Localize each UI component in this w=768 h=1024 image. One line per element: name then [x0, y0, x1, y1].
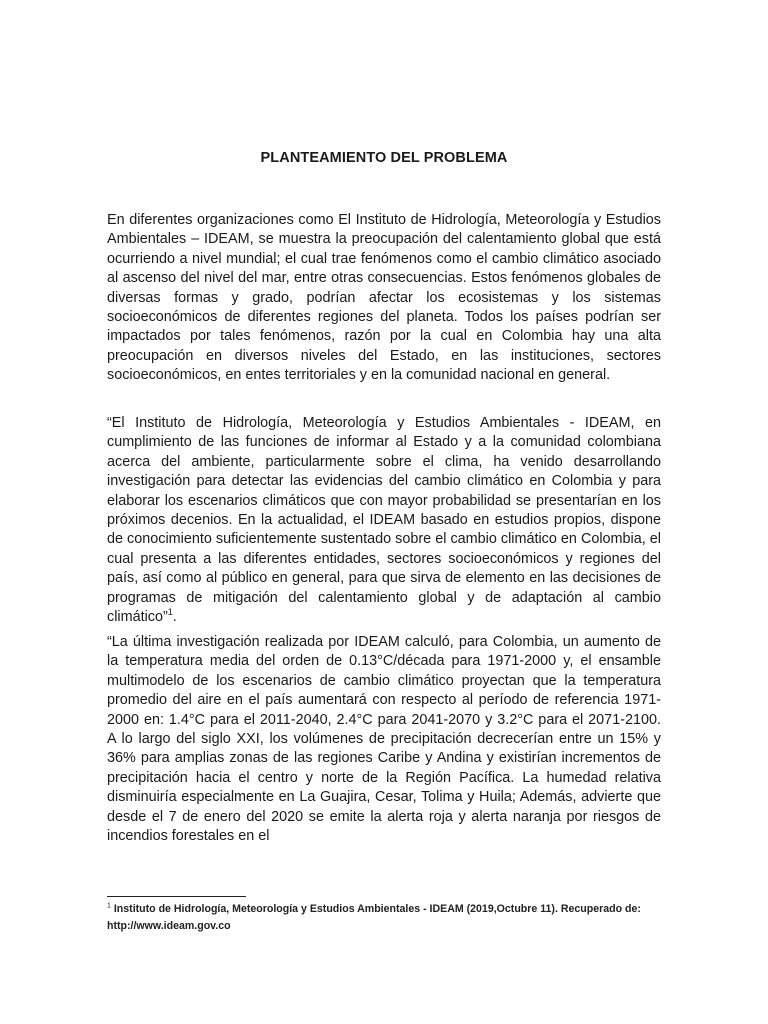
page-title: PLANTEAMIENTO DEL PROBLEMA: [260, 150, 508, 166]
footnote-reference: 1: [167, 607, 173, 618]
paragraph-intro: En diferentes organizaciones como El Instituto de Hidrología, Meteorología y Estudios Ambientales – IDEAM, se muestra la preocupación del calentamiento global que está ocurriendo a nivel mundial; el cual trae fenómenos como el cambio climático asociado al ascenso del nivel del mar, entre otras consecuencias. Estos fenómenos globales de diversas formas y grado, podrían afectar los ecosistemas y los sistemas socioeconómicos de diferentes regiones del planeta. Todos los países podrían ser impactados por tales fenómenos, razón por la cual en Colombia hay una alta preocupación en diversos niveles del Estado, en las instituciones, sectores socioeconómicos, en entes territoriales y en la comunidad nacional en general.: [107, 212, 661, 384]
footnote-marker: 1: [107, 902, 111, 910]
paragraph-ideam-quote: [107, 414, 661, 627]
footnote-divider: [107, 896, 246, 897]
footnote-text: Instituto de Hidrología, Meteorología y Estudios Ambientales - IDEAM (2019,Octubre 11). Recuperado de: http://www.ideam.gov.co: [107, 903, 641, 932]
paragraph-ideam-quote-text: “El Instituto de Hidrología, Meteorología y Estudios Ambientales - IDEAM, en cumplimiento de las funciones de informar al Estado y a la comunidad colombiana acerca del ambiente, particularmente sobre el clima, ha venido desarrollando investigación para detectar las evidencias del cambio climático en Colombia y para elaborar los escenarios climáticos que con mayor probabilidad se presentarían en los próximos decenios. En la actualidad, el IDEAM basado en estudios propios, dispone de conocimiento suficientemente sustentado sobre el cambio climático en Colombia, el cual presenta a las diferentes entidades, sectores socioeconómicos y regiones del país, así como al público en general, para que sirva de elemento en las decisiones de programas de mitigación del calentamiento global y de adaptación al cambio climático”: [107, 415, 661, 626]
footnote: [107, 901, 667, 935]
paragraph-investigation-quote: “La última investigación realizada por IDEAM calculó, para Colombia, un aumento de la temperatura media del orden de 0.13°C/década para 1971-2000 y, el ensamble multimodelo de los escenarios de cambio climático proyectan que la temperatura promedio del aire en el país aumentará con respecto al período de referencia 1971-2000 en: 1.4°C para el 2011-2040, 2.4°C para 2041-2070 y 3.2°C para el 2071-2100. A lo largo del siglo XXI, los volúmenes de precipitación decrecerían entre un 15% y 36% para amplias zonas de las regiones Caribe y Andina y existirían incrementos de precipitación hacia el centro y norte de la Región Pacífica. La humedad relativa disminuiría especialmente en La Guajira, Cesar, Tolima y Huila; Además, advierte que desde el 7 de enero del 2020 se emite la alerta roja y alerta naranja por riesgos de incendios forestales en el: [107, 634, 661, 845]
paragraph-ideam-quote-end: .: [172, 609, 177, 626]
